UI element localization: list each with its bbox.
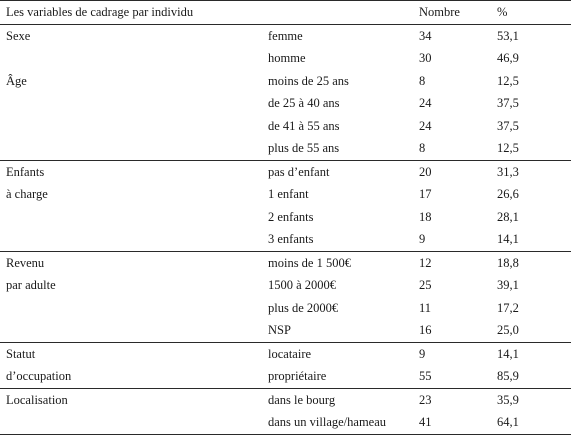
table-row [0,115,571,138]
row-percent: 64,1 [497,415,519,429]
table-row [0,160,571,183]
row-percent: 14,1 [497,346,519,361]
row-label: Localisation [6,392,68,407]
row-label [0,137,262,160]
row-count: 8 [419,73,426,88]
row-label: Enfants [6,164,45,179]
row-category: moins de 25 ans [268,73,349,88]
table-row [0,319,571,342]
row-label: Revenu [6,255,45,270]
row-category: de 41 à 55 ans [268,118,340,133]
row-count: 23 [419,392,432,407]
row-count: 24 [419,118,432,133]
header-category [262,1,419,25]
row-percent: 14,1 [497,232,519,246]
row-category: homme [268,51,306,65]
row-count: 11 [419,300,432,315]
row-count: 24 [419,96,432,110]
row-category: moins de 1 500€ [268,255,351,270]
row-label [0,411,262,434]
row-percent: 28,1 [497,209,519,224]
row-count: 30 [419,51,432,65]
row-percent: 53,1 [497,28,519,43]
row-label: à charge [6,187,48,201]
table-row [0,411,571,434]
row-percent: 25,0 [497,323,519,337]
row-category: pas d’enfant [268,164,330,179]
row-percent: 26,6 [497,187,519,201]
row-category: 1500 à 2000€ [268,278,337,292]
table-row [0,297,571,320]
row-category: de 25 à 40 ans [268,96,340,110]
row-count: 34 [419,28,432,43]
table-row [0,388,571,411]
table-row [0,365,571,388]
row-label [0,297,262,320]
row-category: locataire [268,346,312,361]
row-percent: 31,3 [497,164,519,179]
row-label: Sexe [6,28,31,43]
row-count: 18 [419,209,432,224]
table-header [0,1,571,25]
row-count: 55 [419,369,432,383]
row-count: 17 [419,187,432,201]
table-row [0,92,571,115]
row-label [0,319,262,342]
row-category: 3 enfants [268,232,314,246]
header-count: Nombre [419,5,460,19]
row-count: 12 [419,255,432,270]
table-row [0,251,571,274]
row-percent: 85,9 [497,369,519,383]
row-count: 9 [419,232,426,246]
row-percent: 35,9 [497,392,519,407]
row-percent: 12,5 [497,141,519,155]
table-body [0,24,571,434]
table-row [0,274,571,297]
table-row [0,47,571,70]
table-row [0,228,571,251]
row-category: plus de 2000€ [268,300,339,315]
row-label: d’occupation [6,369,72,383]
row-category: dans le bourg [268,392,336,407]
row-label [0,206,262,229]
table-row [0,137,571,160]
row-category: propriétaire [268,369,327,383]
row-category: 1 enfant [268,187,309,201]
row-category: NSP [268,323,291,337]
row-count: 20 [419,164,432,179]
row-label [0,47,262,70]
table-row [0,24,571,47]
row-count: 16 [419,323,432,337]
row-label: par adulte [6,278,56,292]
row-percent: 37,5 [497,118,519,133]
row-percent: 12,5 [497,73,519,88]
table-row [0,206,571,229]
row-count: 9 [419,346,426,361]
table-row [0,183,571,206]
row-count: 41 [419,415,432,429]
row-count: 8 [419,141,426,155]
row-percent: 39,1 [497,278,519,292]
table-row [0,70,571,93]
row-percent: 17,2 [497,300,519,315]
table-row [0,342,571,365]
row-category: femme [268,28,303,43]
row-percent: 46,9 [497,51,519,65]
header-row [0,1,571,25]
row-category: plus de 55 ans [268,141,340,155]
row-label: Âge [6,73,27,88]
header-percent: % [497,5,508,19]
row-label [0,228,262,251]
row-label: Statut [6,346,36,361]
row-label [0,92,262,115]
row-label [0,115,262,138]
row-percent: 37,5 [497,96,519,110]
row-percent: 18,8 [497,255,519,270]
row-category: dans un village/hameau [268,415,387,429]
header-variables: Les variables de cadrage par individu [6,5,194,19]
row-category: 2 enfants [268,209,314,224]
row-count: 25 [419,278,432,292]
